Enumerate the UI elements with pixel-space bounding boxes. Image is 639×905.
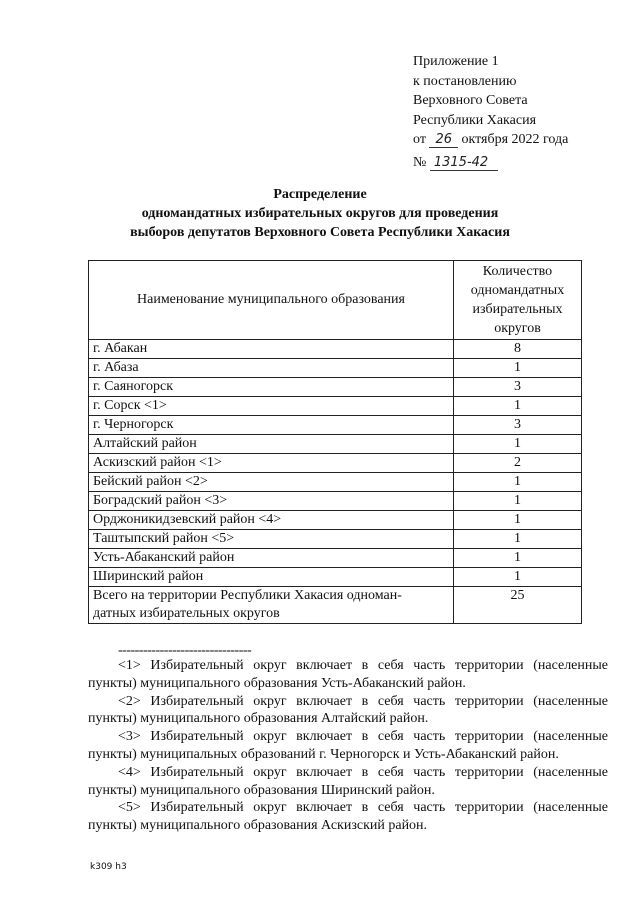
- row-name: Орджоникидзевский район <4>: [89, 511, 454, 530]
- annex-line-2: к постановлению: [413, 73, 517, 89]
- table-row: [89, 568, 582, 587]
- row-name: Боградский район <3>: [89, 492, 454, 511]
- row-count: 1: [454, 435, 582, 454]
- row-name: Аскизский район <1>: [89, 454, 454, 473]
- total-row: [89, 587, 582, 624]
- row-count: 1: [454, 473, 582, 492]
- footnote-2: <2> Избирательный округ включает в себя часть территории (населенные пункты) муниципального образования Алтайский район.: [88, 693, 608, 727]
- row-count: 1: [454, 492, 582, 511]
- table-row: [89, 435, 582, 454]
- row-count: 1: [454, 568, 582, 587]
- row-name: г. Саяногорск: [89, 378, 454, 397]
- footnote-5: <5> Избирательный округ включает в себя часть территории (населенные пункты) муниципального образования Аскизский район.: [88, 800, 608, 834]
- row-count: 1: [454, 549, 582, 568]
- header-count: [454, 261, 582, 340]
- annex-block: [413, 52, 568, 172]
- table-row: [89, 416, 582, 435]
- row-count: 1: [454, 530, 582, 549]
- row-count: 3: [454, 378, 582, 397]
- header-count-line: Количество: [482, 264, 553, 279]
- row-name: Алтайский район: [89, 435, 454, 454]
- table-row: [89, 492, 582, 511]
- table-row: [89, 397, 582, 416]
- row-name: г. Абакан: [89, 340, 454, 359]
- row-count: 2: [454, 454, 582, 473]
- row-name: Таштыпский район <5>: [89, 530, 454, 549]
- footnote-3: <3> Избирательный округ включает в себя часть территории (населенные пункты) муниципальных образований г. Черногорск и Усть-Абаканский район.: [88, 729, 608, 762]
- header-count-line: округов: [494, 321, 541, 336]
- table-row: [89, 378, 582, 397]
- row-name: г. Сорск <1>: [89, 397, 454, 416]
- annex-line-3: Верховного Совета: [413, 93, 528, 108]
- annex-number: [413, 153, 568, 173]
- title-line-1: Распределение: [273, 187, 367, 202]
- annex-date: [413, 130, 568, 150]
- row-count: 3: [454, 416, 582, 435]
- table-row: [89, 549, 582, 568]
- document-code: k309 h3: [90, 862, 127, 872]
- document-title: [60, 185, 580, 242]
- row-count: 1: [454, 397, 582, 416]
- total-name-line-1: Всего на территории Республики Хакасия одноман-: [93, 588, 402, 603]
- footnote-1: <1> Избирательный округ включает в себя часть территории (населенные пункты) муниципального образования Усть-Абаканский район.: [88, 658, 608, 691]
- row-count: 1: [454, 511, 582, 530]
- table-row: [89, 340, 582, 359]
- footnote-4: <4> Избирательный округ включает в себя часть территории (населенные пункты) муниципального образования Ширинский район.: [88, 764, 608, 798]
- annex-line-4: Республики Хакасия: [413, 112, 537, 128]
- date-prefix: от: [413, 132, 426, 147]
- table-row: [89, 511, 582, 530]
- table-row: [89, 454, 582, 473]
- row-name: Усть-Абаканский район: [89, 549, 454, 568]
- header-name: Наименование муниципального образования: [89, 261, 454, 340]
- row-name: Бейский район <2>: [89, 473, 454, 492]
- header-count-line: избирательных: [472, 302, 563, 317]
- title-line-2: одномандатных избирательных округов для проведения: [141, 206, 499, 221]
- handwritten-date-day: 26: [429, 132, 458, 148]
- date-rest: октября 2022 года: [461, 132, 569, 147]
- total-name-line-2: датных избирательных округов: [93, 606, 280, 621]
- row-name: Ширинский район: [89, 568, 454, 587]
- total-name: [89, 587, 454, 624]
- table-row: [89, 473, 582, 492]
- row-name: г. Черногорск: [89, 416, 454, 435]
- table-row: [89, 530, 582, 549]
- table-header-row: [89, 261, 582, 340]
- row-count: 1: [454, 359, 582, 378]
- title-line-3: выборов депутатов Верховного Совета Республики Хакасия: [130, 225, 510, 240]
- districts-table: [88, 260, 582, 624]
- annex-line-1: Приложение 1: [413, 54, 499, 69]
- handwritten-resolution-number: 1315-42: [430, 155, 498, 171]
- table-row: [89, 359, 582, 378]
- header-count-line: одномандатных: [470, 283, 565, 298]
- total-count: 25: [454, 587, 582, 624]
- row-name: г. Абаза: [89, 359, 454, 378]
- row-count: 8: [454, 340, 582, 359]
- footnotes: [88, 657, 608, 835]
- number-prefix: №: [413, 154, 427, 170]
- footnote-separator: --------------------------------: [118, 643, 252, 658]
